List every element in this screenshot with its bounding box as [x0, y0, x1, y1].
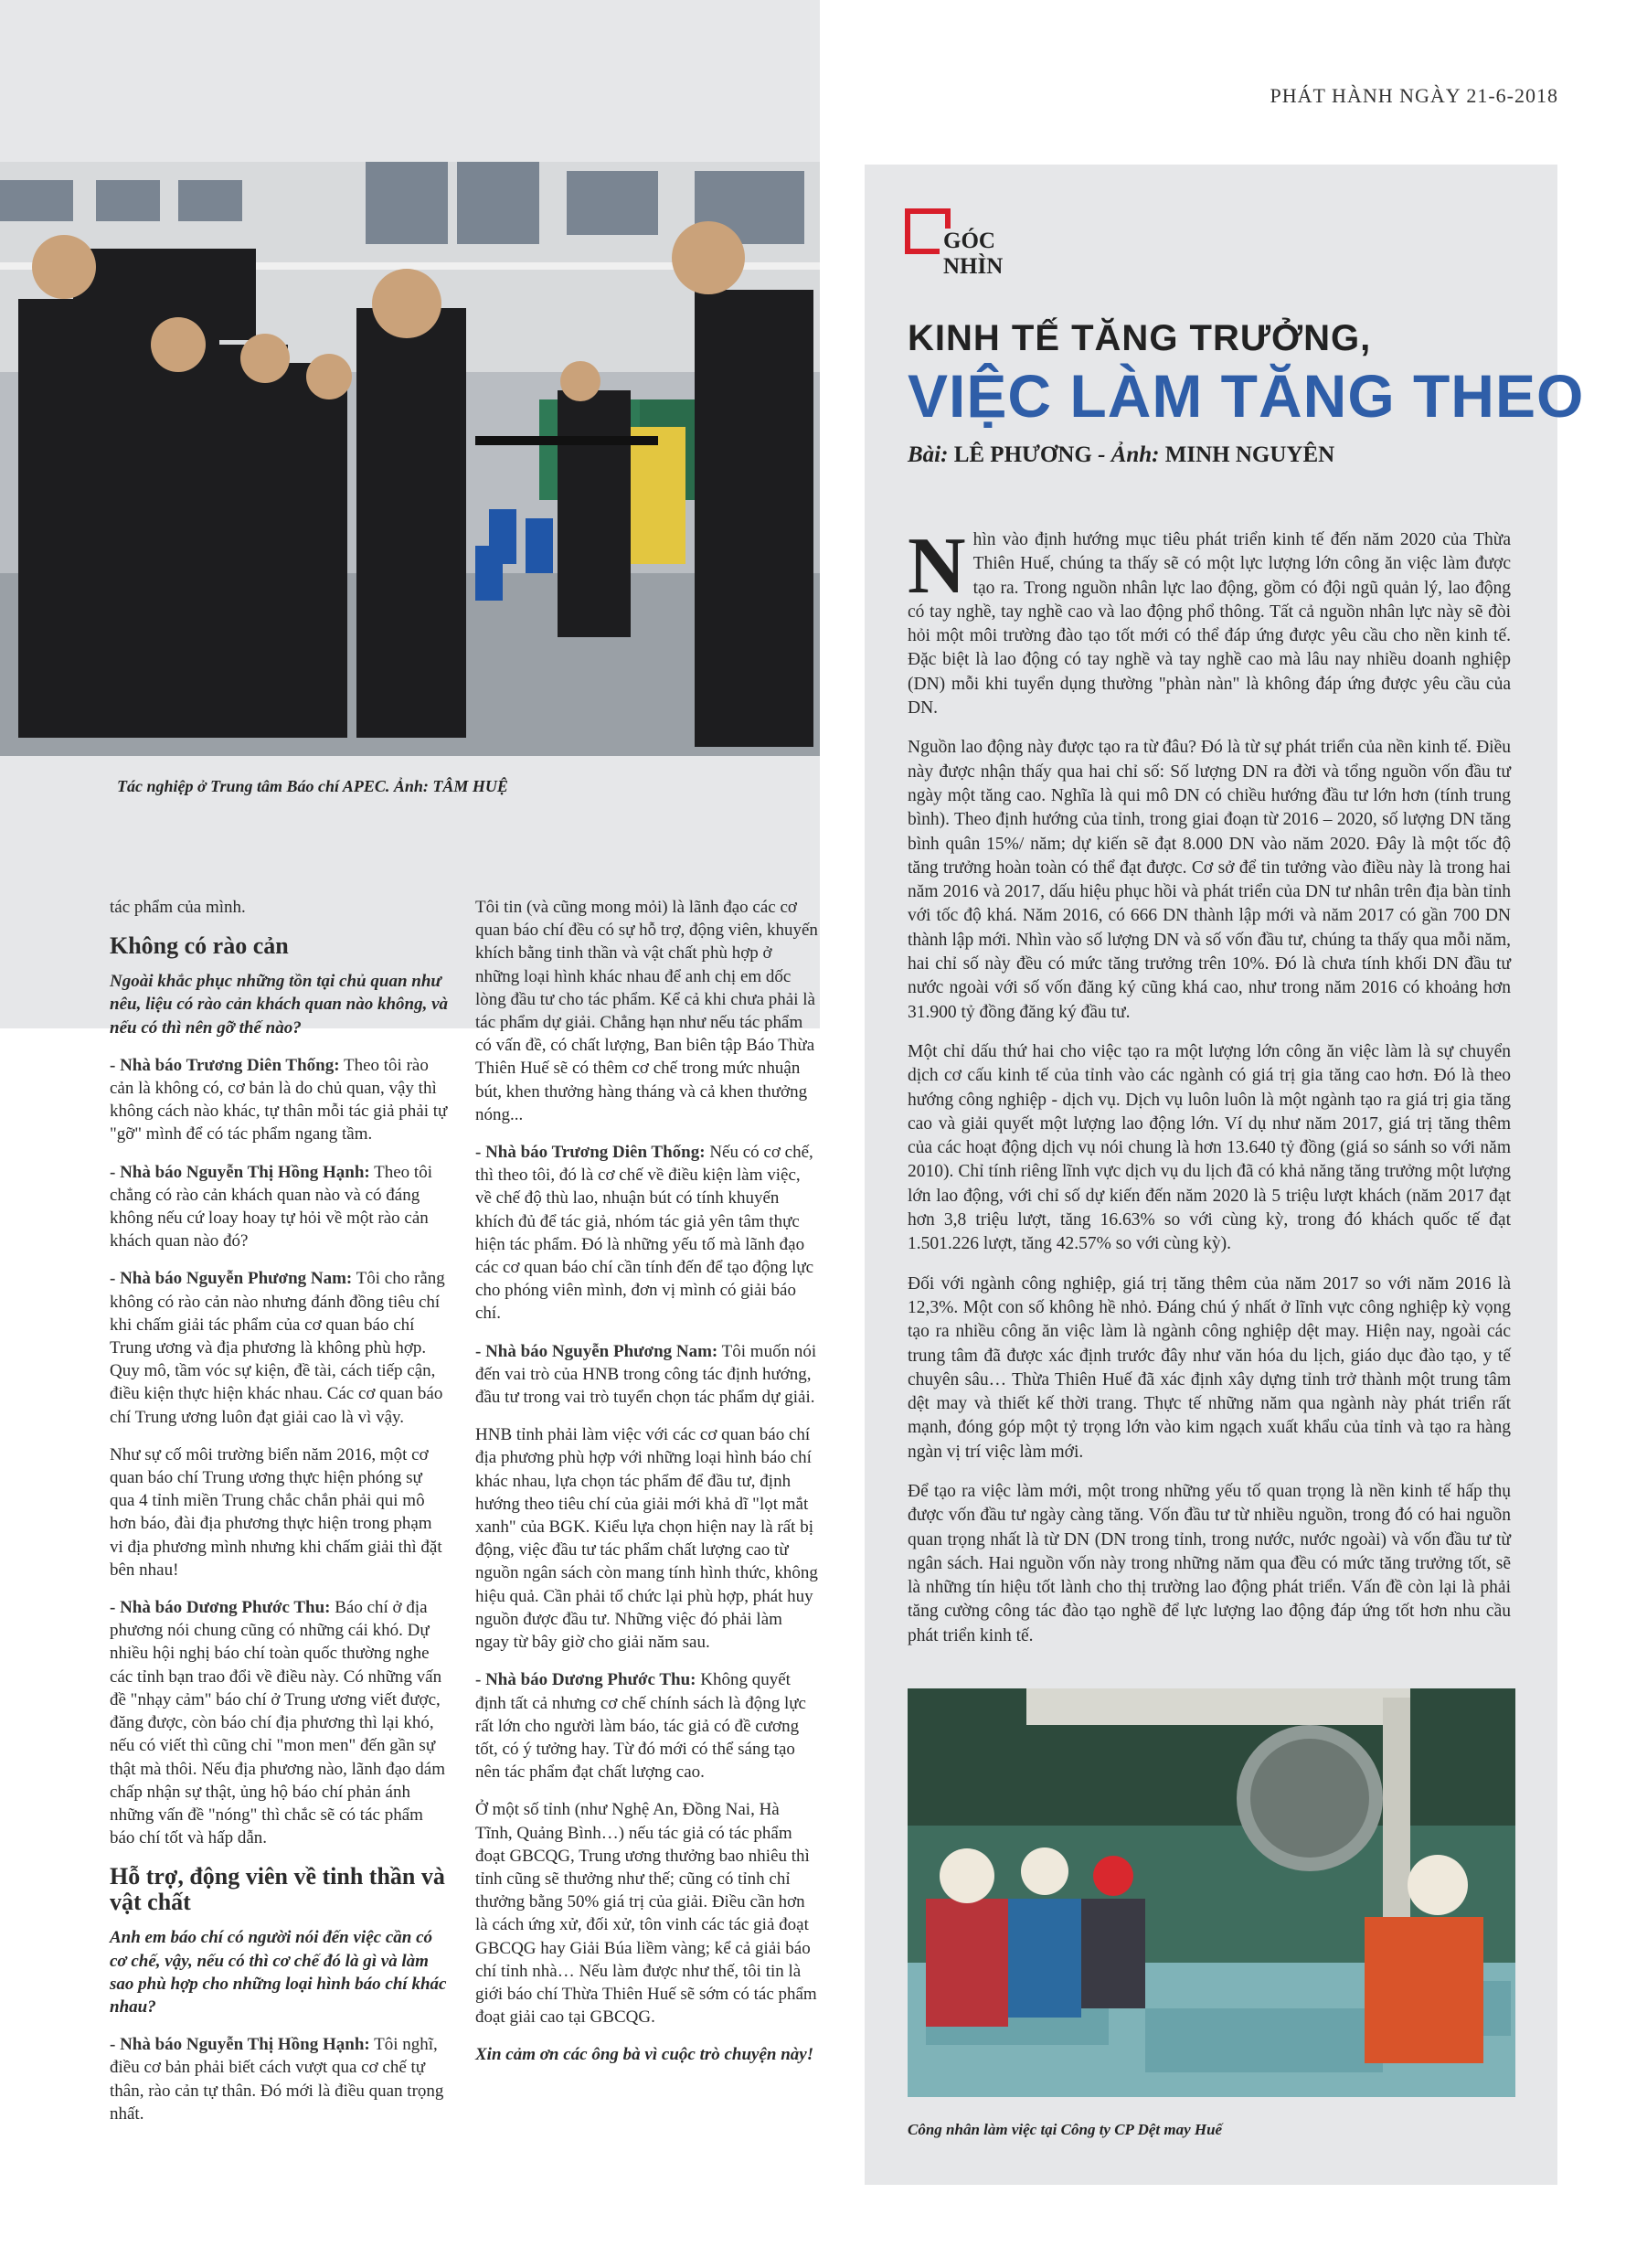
top-grey-band — [0, 0, 820, 162]
factory-photo-caption: Công nhân làm việc tại Công ty CP Dệt may Huế — [908, 2121, 1223, 2138]
byline — [908, 442, 1334, 468]
byline-label-text: Bài: — [908, 442, 949, 467]
byline-author: LÊ PHƯƠNG — [953, 442, 1092, 467]
byline-photographer: MINH NGUYÊN — [1164, 442, 1335, 467]
press-center-photo — [0, 162, 820, 756]
answer — [110, 1267, 450, 1428]
speaker-name: - Nhà báo Nguyễn Thị Hồng Hạnh: — [110, 2035, 370, 2055]
sidebar-paragraph: Một chỉ dấu thứ hai cho việc tạo ra một lượng lớn công ăn việc làm là sự chuyển dịch cơ cấu kinh tế của tỉnh vào các ngành có giá trị gia tăng cao hơn. Đó là theo hướng công nghiệp - dịch vụ. Dịch vụ luôn luôn là một ngành tạo ra giá trị gia tăng cao và giải quyết một lượng lao động lớn. Ví dụ như năm 2017, giá trị tăng thêm của các hoạt động dịch vụ nói chung là hơn 13.640 tỷ đồng (giá so sánh so với năm 2010). Chỉ tính riêng lĩnh vực dịch vụ du lịch đã có khả năng tăng trưởng một lượng lớn lao động, với chỉ số dự kiến đến năm 2020 là 5 triệu lượt khách (năm 2017 đạt hơn 3,8 triệu lượt, tăng 16.63% so với cùng kỳ, trong đó khách quốc tế đạt 1.501.226 lượt, tăng 42.57% so với cùng kỳ). — [908, 1041, 1511, 1254]
answer-text: Tôi nghĩ, điều cơ bản phải biết cách vượt qua cơ chế tự thân, rào cản tự thân. Đó mới là điều quan trọng nhất. — [110, 2035, 444, 2124]
subheading: Hỗ trợ, động viên về tinh thần và vật chất — [110, 1863, 445, 1916]
answer-text: Báo chí ở địa phương nói chung cũng có những cái khó. Dự nhiều hội nghị báo chí toàn quốc thường nghe các tỉnh bạn trao đổi về điều này. Có những vấn đề "nhạy cảm" báo chí ở Trung ương viết được, đăng được, còn báo chí địa phương thì lại khó, nếu có viết thì cũng chỉ "mon men" đến gần sự thật mà thôi. Nếu địa phương nào, lãnh đạo dám chấp nhận sự thật, ủng hộ báo chí phản ánh những vấn đề "nóng" thì chắc sẽ có tác phẩm báo chí tốt và hấp dẫn. — [110, 1598, 446, 1848]
paragraph: Như sự cố môi trường biển năm 2016, một cơ quan báo chí Trung ương thực hiện phóng sự qua 4 tỉnh miền Trung chắc chắn phải qui mô hơn báo, đài địa phương thực hiện trong phạm vi địa phương mình nhưng khi chấm giải thì đặt bên nhau! — [110, 1444, 442, 1580]
issue-date: PHÁT HÀNH NGÀY 21-6-2018 — [1270, 84, 1558, 107]
paragraph: tác phẩm của mình. — [110, 898, 246, 917]
speaker-name: - Nhà báo Nguyễn Phương Nam: — [475, 1341, 718, 1361]
sidebar-paragraph: Nguồn lao động này được tạo ra từ đâu? Đó là từ sự phát triển của nền kinh tế. Điều này được nhận thấy qua hai chỉ số: Số lượng DN ra đời và tổng nguồn vốn đầu tư ngày một tăng cao. Nghĩa là qui mô DN có chiều hướng đầu tư lớn hơn (tính trung bình). Theo định hướng của tỉnh, trong giai đoạn từ 2016 – 2020, số lượng DN tăng bình quân 15%/ năm; dự kiến sẽ đạt 8.000 DN vào năm 2020. Đây là một tốc độ tăng trưởng hoàn toàn có thể đạt được. Cơ sở để tin tưởng vào điều này là trong hai năm 2016 và 2017, dấu hiệu phục hồi và phát triển của DN tư nhân trên địa bàn tỉnh với tốc độ khá. Năm 2016, có 666 DN thành lập mới và năm 2017 có gần 700 DN thành lập mới. Nhìn vào số lượng DN và số vốn đầu tư, chúng ta thấy qua mỗi năm, hai chỉ số này đều có mức tăng trưởng trên 10%. Đó là chưa tính khối DN đầu tư nước ngoài với số vốn đăng ký cũng khá cao, như trong năm 2016 có khoảng hơn 31.900 tỷ đồng đăng ký đầu tư. — [908, 738, 1511, 1022]
textile-factory-photo — [908, 1688, 1515, 2097]
interview-column-1 — [110, 896, 450, 2140]
answer-text: Nếu có cơ chế, thì theo tôi, đó là cơ chế về điều kiện làm việc, về chế độ thù lao, nhuận bút có tính khuyến khích đủ để tác giả, nhóm tác giả yên tâm thực hiện tác phẩm. Đó là những yếu tố mà lãnh đạo các cơ quan báo chí cần tính đến để tạo động lực cho phóng viên mình, đơn vị mình có giải báo chí. — [475, 1143, 814, 1324]
answer — [110, 1054, 450, 1146]
answer-text: Tôi cho rằng không có rào cản nào nhưng đánh đồng tiêu chí khi chấm giải tác phẩm của cơ quan báo chí Trung ương và địa phương là không phù hợp. Quy mô, tầm vóc sự kiện, đề tài, cách tiếp cận, điều kiện thực hiện khác nhau. Các cơ quan báo chí Trung ương luôn đạt giải cao là vì vậy. — [110, 1269, 445, 1427]
paragraph: Ở một số tỉnh (như Nghệ An, Đồng Nai, Hà Tĩnh, Quảng Bình…) nếu tác giả có tác phẩm đoạt GBCQG, Trung ương thưởng bao nhiêu thì tỉnh cũng sẽ thưởng như thế; cũng có tỉnh chỉ thưởng bằng 50% giá trị của giải. Điều cần hơn là cách ứng xử, đối xử, tôn vinh các tác giả đoạt GBCQG hay Giải Búa liềm vàng; kể cả giải báo chí tỉnh nhà… Nếu làm được như thế, tôi tin là giới báo chí Thừa Thiên Huế sẽ sớm có tác phẩm đoạt giải cao tại GBCQG. — [475, 1800, 817, 2028]
speaker-name: - Nhà báo Trương Diên Thống: — [475, 1143, 706, 1163]
sidebar-paragraph: Đối với ngành công nghiệp, giá trị tăng thêm của năm 2017 so với năm 2016 là 12,3%. Một con số không hề nhỏ. Đáng chú ý nhất ở lĩnh vực công nghiệp kỳ vọng tạo ra nhiều công ăn việc làm là ngành công nghiệp dệt may. Hiện nay, ngoài các trung tâm đã được xác định trước đây như văn hóa du lịch, giáo dục đào tạo, y tế chuyên sâu… Thừa Thiên Huế đã xác định xây dựng tỉnh trở thành một trung tâm dệt may và thiết kế thời trang. Thực tế những năm qua ngành này phát triển rất mạnh, đóng góp một tỷ trọng lớn vào kim ngạch xuất khẩu của tỉnh và tạo ra hàng ngàn vị trí việc làm mới. — [908, 1273, 1511, 1462]
speaker-name: - Nhà báo Dương Phước Thu: — [475, 1670, 696, 1690]
photo-caption: Tác nghiệp ở Trung tâm Báo chí APEC. Ảnh: TÂM HUỆ — [117, 777, 508, 795]
speaker-name: - Nhà báo Dương Phước Thu: — [110, 1598, 331, 1618]
dropcap: N — [908, 522, 966, 611]
sidebar-article-body — [908, 522, 1511, 1664]
question: Anh em báo chí có người nói đến việc cần có cơ chế, vậy, nếu có thì cơ chế đó là gì và làm sao phù hợp cho những loại hình báo chí khác nhau? — [110, 1928, 447, 2017]
sidebar-paragraph — [908, 522, 1511, 720]
answer — [110, 1161, 450, 1253]
speaker-name: - Nhà báo Nguyễn Phương Nam: — [110, 1269, 353, 1289]
answer — [475, 1340, 818, 1410]
answer-text: Theo tôi rào cản là không có, cơ bản là do chủ quan, vậy thì không cách nào khác, tự thân mỗi tác giả phải tự "gỡ" mình để có tác phẩm ngang tầm. — [110, 1055, 448, 1145]
answer — [475, 1668, 818, 1784]
answer — [475, 1141, 818, 1326]
sidebar-paragraph-text: hìn vào định hướng mục tiêu phát triển kinh tế đến năm 2020 của Thừa Thiên Huế, chúng ta thấy sẽ có một lực lượng lớn công ăn việc làm được tạo ra. Trong nguồn nhân lực lao động, gồm có đội ngũ quản lý, lao động có tay nghề, tay nghề cao và lao động phổ thông. Tất cả nguồn nhân lực này sẽ đòi hỏi một môi trường đào tạo tốt mới có thể đáp ứng được yêu cầu cho nền kinh tế. Đặc biệt là lao động có tay nghề và tay nghề cao mà lâu nay nhiều doanh nghiệp (DN) mỗi khi tuyển dụng thường "phàn nàn" là không đáp ứng được yêu cầu của DN. — [908, 530, 1511, 719]
question: Ngoài khắc phục những tồn tại chủ quan như nêu, liệu có rào cản khách quan nào không, và nếu có thì nên gỡ thế nào? — [110, 972, 449, 1038]
byline-label-photo: Ảnh: — [1110, 442, 1160, 467]
answer-text: Theo tôi chẳng có rào cản khách quan nào và có đáng không nếu cứ loay hoay tự hỏi về một rào cản khách quan nào đó? — [110, 1162, 432, 1251]
paragraph: HNB tỉnh phải làm việc với các cơ quan báo chí địa phương phù hợp với những loại hình báo chí khác nhau, lựa chọn tác phẩm để đầu tư, định hướng theo tiêu chí của giải mới khả dĩ "lọt mắt xanh" của BGK. Kiểu lựa chọn hiện nay là rất bị động, việc đầu tư tác phẩm chất lượng cao từ nguồn ngân sách còn mang tính hình thức, không hiệu quả. Cần phải tổ chức lại phù hợp, phát huy nguồn được đầu tư. Những việc đó phải làm ngay từ bây giờ cho giải năm sau. — [475, 1425, 818, 1653]
closing-remark: Xin cảm ơn các ông bà vì cuộc trò chuyện này! — [475, 2045, 814, 2065]
headline-line2: VIỆC LÀM TĂNG THEO — [908, 362, 1585, 430]
answer-text: Không quyết định tất cả nhưng cơ chế chính sách là động lực rất lớn cho người làm báo, tác giả có đề cương tốt, có ý tưởng hay. Từ đó mới có thể sáng tạo nên tác phẩm đạt chất lượng cao. — [475, 1670, 806, 1783]
sidebar-paragraph: Để tạo ra việc làm mới, một trong những yếu tố quan trọng là nền kinh tế hấp thụ được vốn đầu tư ngày càng tăng. Vốn đầu tư từ nhiều nguồn, trong đó có hai nguồn quan trọng nhất là từ DN (DN trong tỉnh, trong nước, nước ngoài) và vốn đầu tư từ ngân sách. Hai nguồn vốn này trong những năm qua đều có mức tăng trưởng tốt, sẽ là những tín hiệu tốt lành cho thị trường lao động phát triển. Vấn đề còn lại là phải tăng cường công tác đào tạo nghề để lực lượng lao động đáp ứng tốt hơn nhu cầu phát triển kinh tế. — [908, 1481, 1511, 1645]
paragraph: Tôi tin (và cũng mong mỏi) là lãnh đạo các cơ quan báo chí đều có sự hỗ trợ, động viên, khuyến khích bằng tinh thần và vật chất phù hợp ở những loại hình khác nhau để anh chị em dốc lòng đầu tư cho tác phẩm. Kể cả khi chưa phải là tác phẩm dự giải. Chẳng hạn như nếu tác phẩm có vấn đề, có chất lượng, Ban biên tập Báo Thừa Thiên Huế sẽ có thêm cơ chế trong mức nhuận bút, khen thưởng hàng tháng và cả khen thưởng nóng... — [475, 898, 818, 1124]
subheading: Không có rào cản — [110, 932, 289, 960]
speaker-name: - Nhà báo Trương Diên Thống: — [110, 1055, 340, 1075]
interview-column-2 — [475, 896, 818, 2082]
headline-line1: KINH TẾ TĂNG TRƯỞNG, — [908, 318, 1372, 358]
answer — [110, 2033, 450, 2125]
section-tag-label: GÓC NHÌN — [940, 229, 1006, 280]
answer — [110, 1596, 450, 1849]
byline-separator: - — [1091, 442, 1111, 467]
answer-text: Tôi muốn nói đến vai trò của HNB trong công tác định hướng, đầu tư trong vai trò tuyển chọn tác phẩm dự giải. — [475, 1341, 817, 1408]
speaker-name: - Nhà báo Nguyễn Thị Hồng Hạnh: — [110, 1162, 370, 1182]
